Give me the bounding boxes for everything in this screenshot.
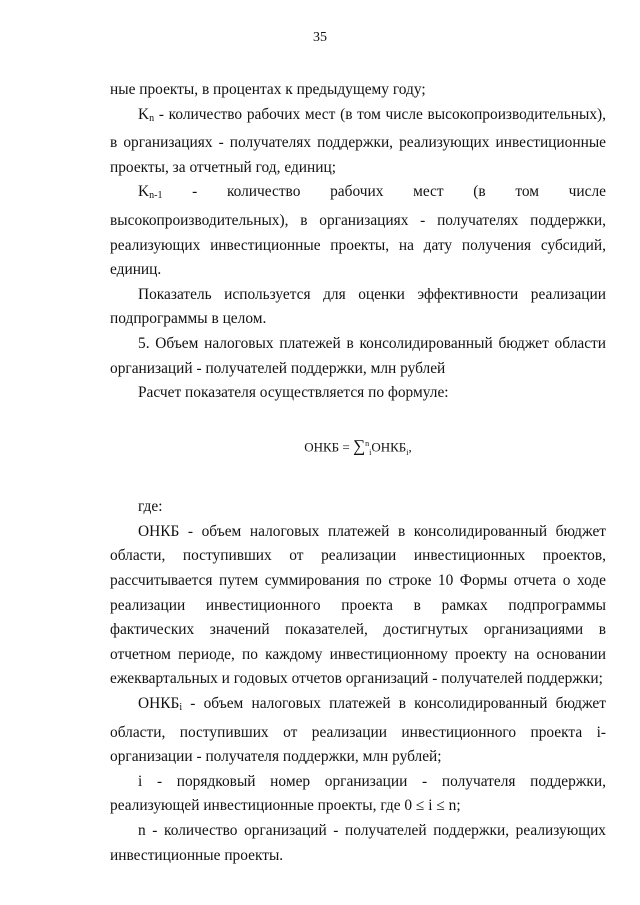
formula-sum-symbol: ∑ — [352, 436, 366, 456]
kn-subscript: n — [149, 112, 155, 124]
paragraph-n-definition: n - количество организаций - получателей поддержки, реализующих инвестиционные проекты. — [110, 821, 606, 864]
kn-symbol: K — [138, 105, 150, 123]
paragraph-kn-definition — [110, 103, 606, 181]
paragraph-formula-intro: Расчет показателя осуществляется по формуле: — [138, 384, 449, 402]
kn1-definition-text: - количество рабочих мест (в том числе высокопроизводительных), в организациях - получателях поддержки, реализующих инвестиционные проекты, на дату получения субсидий, единиц. — [110, 183, 606, 279]
paragraph-continuation: ные проекты, в процентах к предыдущему году; — [110, 81, 426, 98]
onkbi-definition-text: - объем налоговых платежей в консолидированный бюджет области, поступивших от реализации инвестиционного проекта i-организации - получателя поддержки, млн рублей; — [110, 694, 606, 766]
kn1-subscript: n-1 — [149, 190, 163, 202]
formula-end: , — [408, 439, 412, 455]
document-body — [110, 78, 606, 868]
formula-rhs-subscript: i — [406, 447, 409, 457]
onkbi-symbol: ОНКБ — [138, 694, 180, 712]
paragraph-onkbi-definition — [110, 692, 606, 770]
formula-sum-upper: n — [365, 438, 370, 448]
kn1-symbol: K — [138, 183, 150, 201]
paragraph-i-definition: i - порядковый номер организации - получателя поддержки, реализующей инвестиционные проекты, где 0 ≤ i ≤ n; — [110, 772, 606, 815]
formula-rhs: ОНКБ — [371, 439, 407, 455]
formula-sum-lower: i — [369, 447, 372, 457]
paragraph-section-5-heading: 5. Объем налоговых платежей в консолидированный бюджет области организаций - получателей поддержки, млн рублей — [110, 334, 606, 377]
onkbi-subscript: i — [179, 701, 183, 713]
paragraph-where: где: — [138, 498, 163, 516]
formula-onkb — [110, 432, 606, 466]
kn-definition-text: - количество рабочих мест (в том числе высокопроизводительных), в организациях - получателях поддержки, реализующих инвестиционные проекты, за отчетный год, единиц; — [110, 105, 606, 176]
page-number: 35 — [313, 30, 327, 45]
formula-lhs: ОНКБ = — [304, 439, 353, 455]
paragraph-kn1-definition — [110, 180, 606, 282]
paragraph-onkb-definition: ОНКБ - объем налоговых платежей в консолидированный бюджет области, поступивших от реализации инвестиционных проектов, рассчитывается путем суммирования по строке 10 Формы отчета о ходе реализации инвестиционного проекта в рамках подпрограммы фактических значений показателей, достигнутых организациями в отчетном периоде, по каждому инвестиционному проекту на основании ежеквартальных и годовых отчетов организаций - получателей поддержки; — [110, 522, 606, 688]
paragraph-indicator-usage: Показатель используется для оценки эффективности реализации подпрограммы в целом. — [110, 285, 606, 328]
